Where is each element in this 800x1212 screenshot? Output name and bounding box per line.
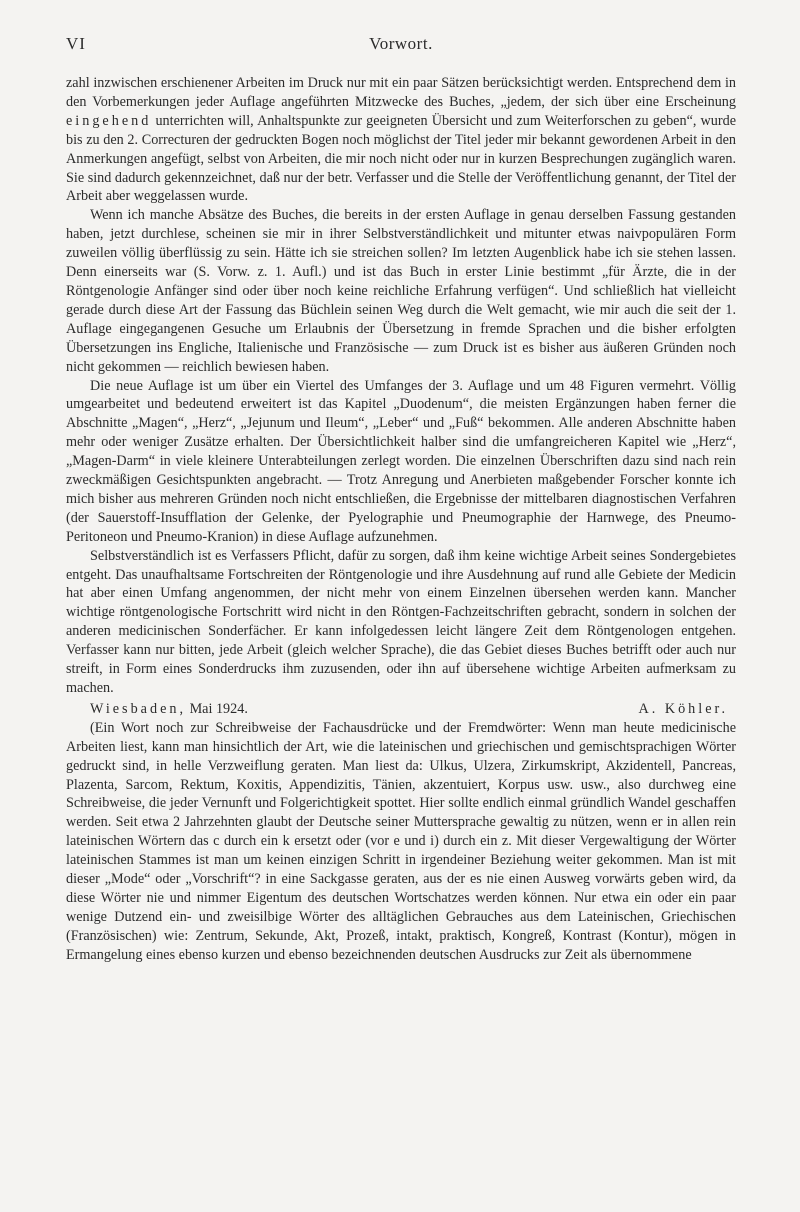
page-number: VI <box>66 34 86 53</box>
body-text <box>66 74 736 965</box>
paragraph: Wenn ich manche Absätze des Buches, die bereits in der ersten Auflage in genau derselben Fassung gestanden haben, jetzt durchlese, scheinen sie mir in ihrer Selbstverständlichkeit und mitunter etwas naivpopulären Form zuweilen völlig überflüssig zu sein. Hätte ich sie streichen sollen? Im letzten Augenblick habe ich sie stehen lassen. Denn einerseits war (S. Vorw. z. 1. Aufl.) und ist das Buch in erster Linie bestimmt „für Ärzte, die in der Röntgenologie Anfänger sind oder über noch keine reichliche Erfahrung verfügen“. Und schließlich hat vielleicht gerade durch diese Art der Fassung das Büchlein seinen Weg durch die Welt gemacht, wie mir auch die seit der 1. Auflage eingegangenen Gesuche um Erlaubnis der Übersetzung in fremde Sprachen und die bisher erfolgten Übersetzungen ins Engliche, Italienische und Französische — zum Druck ist es bisher aus äußeren Gründen noch nicht gekommen — reichlich bewiesen haben. <box>66 207 736 375</box>
paragraph-continuation: zahl inzwischen erschienener Arbeiten im Druck nur mit ein paar Sätzen berücksichtigt werden. Entsprechend dem in den Vorbemerkungen jeder Auflage angeführten Mitzwecke des Buches, „jedem, der sich über eine Erscheinung eingehend unterrichten will, Anhaltspunkte zur geeigneten Übersicht und zum Weiterforschen zu geben“, wurde bis zu den 2. Correcturen der gedruckten Bogen noch möglichst der Titel jeder mir bekannt gewordenen Arbeit in den Anmerkungen angefügt, selbst von Arbeiten, die mir noch nicht oder nur in kurzen Besprechungen zugänglich waren. Sie sind dadurch gekennzeichnet, daß nur der betr. Verfasser und die Stelle der Veröffentlichung genannt, der Titel der Arbeit aber weggelassen wurde. <box>66 75 736 205</box>
signature-line <box>66 700 736 719</box>
book-page <box>66 28 736 965</box>
paragraph: Selbstverständlich ist es Verfassers Pflicht, dafür zu sorgen, daß ihm keine wichtige Arbeit seines Sondergebietes entgeht. Das unaufhaltsame Fortschreiten der Röntgenologie und ihre Ausdehnung auf rund alle Gebiete der Medicin hat aber einen Umfang angenommen, der nicht mehr von einem Einzelnen übersehen werden kann. Mancher wichtige röntgenologische Fortschritt wird nicht in den Röntgen-Fachzeitschriften gebracht, sondern in solchen der anderen medicinischen Sonderfächer. Er kann infolgedessen leicht längere Zeit dem Röntgenologen entgehen. Verfasser kann nur bitten, jede Arbeit (gleich welcher Sprache), die das Gebiet dieses Buches betrifft oder auch nur streift, in Form eines Sonderdrucks ihm zuzusenden, oder ihn auf übersehene wichtige Arbeiten aufmerksam zu machen. <box>66 547 736 696</box>
page-header <box>66 28 736 58</box>
note-paragraph: (Ein Wort noch zur Schreibweise der Fachausdrücke und der Fremdwörter: Wenn man heute medicinische Arbeiten liest, kann man hinsichtlich der Art, wie die lateinischen und griechischen und gemischtsprachigen Wörter gedruckt sind, in helle Verzweiflung geraten. Man liest da: Ulkus, Ulzera, Zirkumskript, Akzidentell, Pancreas, Plazenta, Sarcom, Rektum, Koxitis, Appendizitis, Tänien, akzentuiert, Korpus usw. usw., also durchweg eine Schreibweise, die jeder Vernunft und Folgerichtigkeit spottet. Hier sollte endlich einmal gründlich Wandel geschaffen werden. Seit etwa 2 Jahrzehnten glaubt der Deutsche seiner Muttersprache gewaltig zu nützen, wenn er in allen rein lateinischen Wörtern das c durch ein k ersetzt oder (vor e und i) durch ein z. Mit dieser Vergewaltigung der Wörter lateinischen Stammes ist man um keinen einzigen Schritt in irgendeiner Beziehung weiter gekommen. Man ist mit dieser „Mode“ oder „Vorschrift“? in eine Sackgasse geraten, aus der es nie einen Ausweg vorwärts geben wird, da diese Wörter nie und nimmer Eigentum des deutschen Wortschatzes werden können. Nur etwa ein oder ein paar wenige Dutzend ein- und zweisilbige Wörter des alltäglichen Gebrauches aus dem Lateinischen, Griechischen (Französischen) wie: Zentrum, Sekunde, Akt, Prozeß, intakt, praktisch, Kongreß, Kontrast (Kontur), mögen in Ermangelung eines ebenso kurzen und ebenso bezeichnenden deutschen Ausdrucks zur Zeit als übernommene <box>66 719 736 963</box>
place-date: Wiesbaden, Mai 1924. <box>90 700 248 717</box>
author-name: A. Köhler. <box>638 700 728 717</box>
emphasized-word: eingehend <box>66 112 152 129</box>
paragraph: Die neue Auflage ist um über ein Viertel des Umfanges der 3. Auflage und um 48 Figuren vermehrt. Völlig umgearbeitet und bedeutend erweitert ist das Kapitel „Duodenum“, die meisten Ergänzungen haben ferner die Abschnitte „Magen“, „Herz“, „Jejunum und Ileum“, „Leber“ und „Fuß“ bekommen. Alle anderen Abschnitte haben mehr oder weniger Zusätze erhalten. Der Übersichtlichkeit halber sind die umfangreicheren Kapitel wie „Herz“, „Magen-Darm“ in viele kleinere Unterabteilungen zerlegt worden. Die einzelnen Überschriften dazu sind nach rein zweckmäßigen Gesichtspunkten angebracht. — Trotz Anregung und Anerbieten maßgebender Forscher konnte ich mich bisher aus mehreren Gründen noch nicht entschließen, die Ergebnisse der mittelbaren diagnostischen Verfahren (der Sauerstoff-Insufflation der Gelenke, der Pyelographie und Pneumographie der Harnwege, des Pneumo-Peritoneon und Pneumo-Kranion) in diese Auflage aufzunehmen. <box>66 377 736 545</box>
running-head: Vorwort. <box>369 34 433 53</box>
